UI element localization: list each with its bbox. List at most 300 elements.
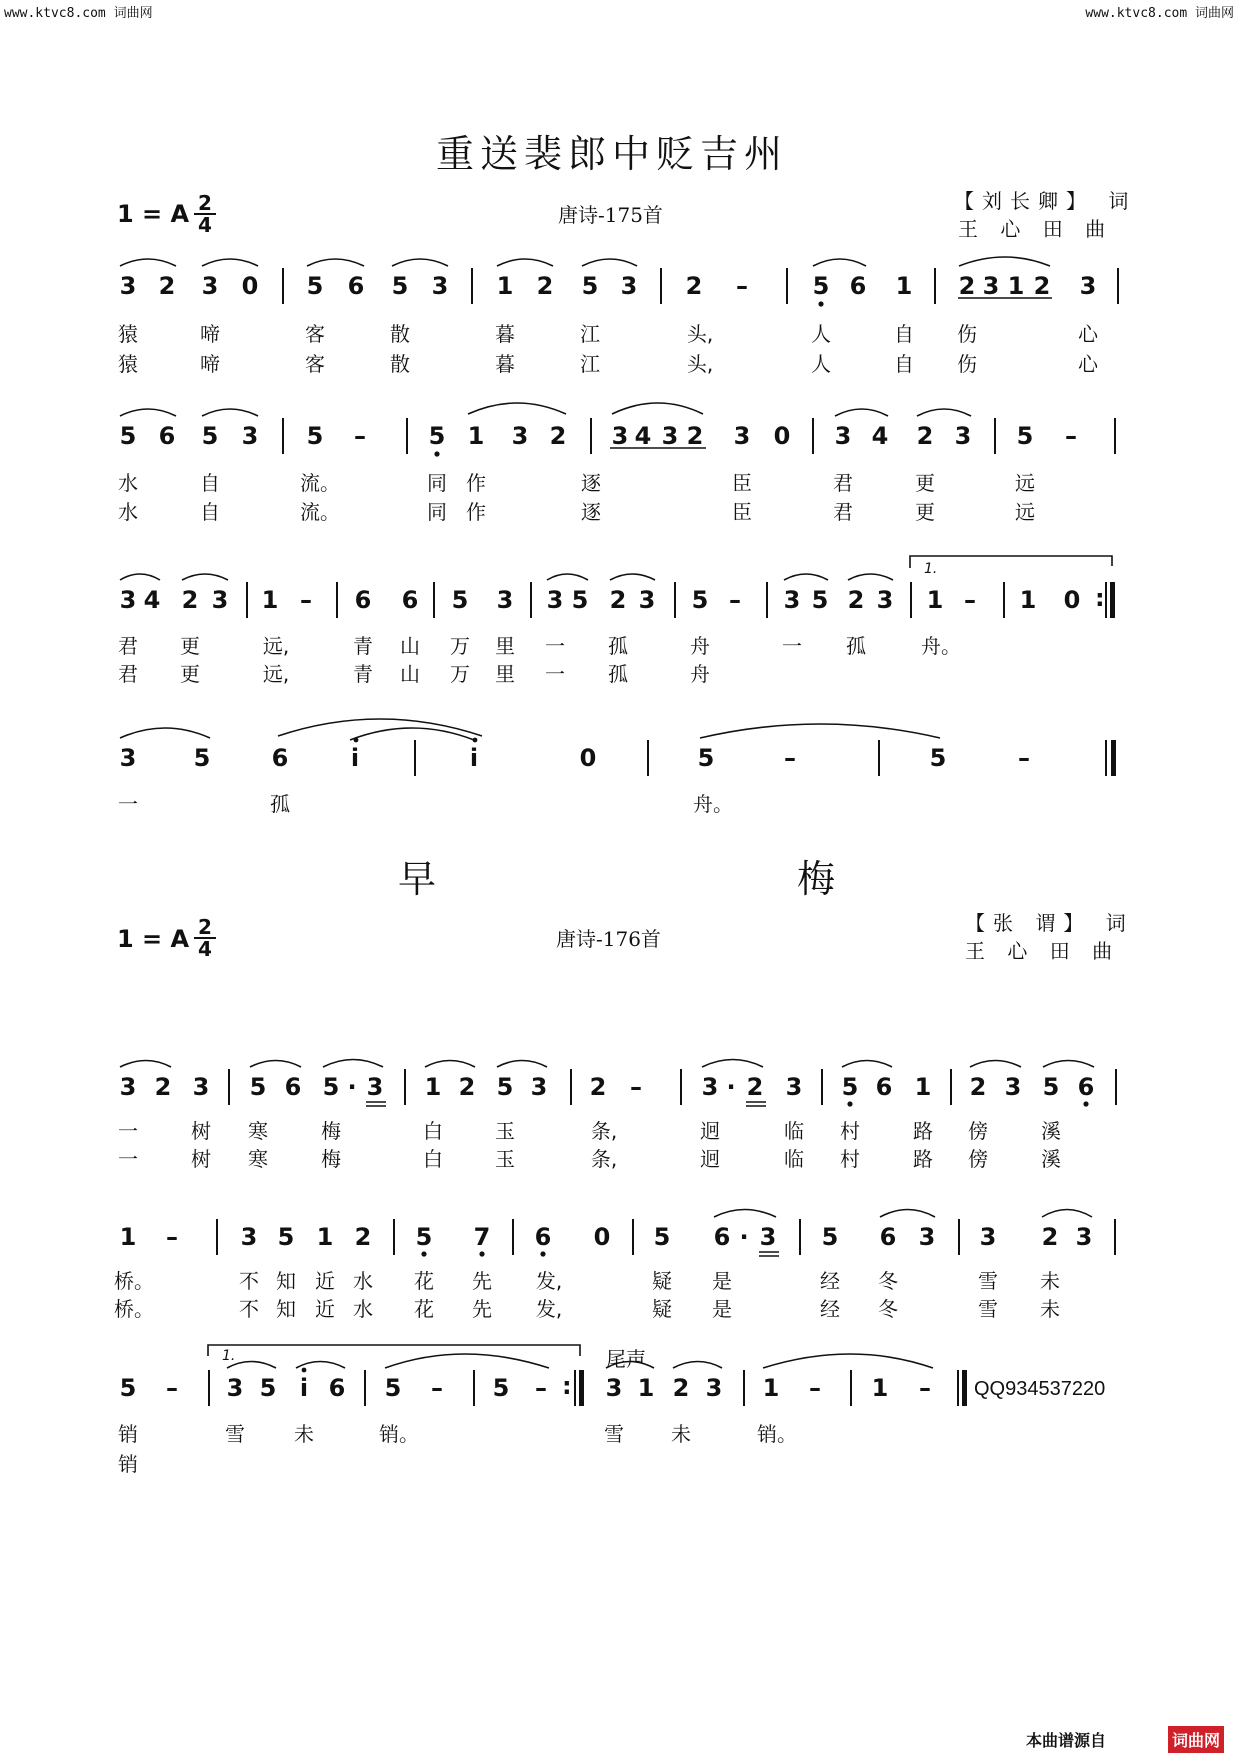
high-dot xyxy=(473,738,478,743)
slur-mark xyxy=(182,574,228,580)
note: 3 xyxy=(918,1223,936,1251)
slur-mark xyxy=(323,1060,383,1068)
lyric: 路 xyxy=(913,1147,933,1171)
note: 2 xyxy=(685,272,703,300)
lyric: 作 xyxy=(466,500,486,524)
lyric: 临 xyxy=(784,1119,804,1143)
lyric: 舟。 xyxy=(693,792,733,816)
slur-mark xyxy=(120,259,176,266)
volta-label: 1. xyxy=(222,1348,236,1364)
lyric: 发, xyxy=(535,1297,563,1321)
note: 3 xyxy=(705,1374,723,1402)
lyric: 溪 xyxy=(1041,1147,1061,1171)
barline xyxy=(282,268,284,304)
song1-time-bottom: 4 xyxy=(198,213,212,237)
note: 6 xyxy=(284,1073,302,1101)
note: 5 xyxy=(841,1073,859,1101)
note: 3 xyxy=(620,272,638,300)
volta-bracket xyxy=(910,556,1112,568)
note: 3 xyxy=(733,422,751,450)
lyric: 近 xyxy=(315,1297,335,1321)
note: 3 xyxy=(834,422,852,450)
lyric: 一 xyxy=(545,662,565,686)
lyric: 玉 xyxy=(495,1147,515,1171)
lyric: 近 xyxy=(315,1269,335,1293)
note: 5 xyxy=(428,422,446,450)
lyric: 作 xyxy=(466,471,486,495)
slur-mark xyxy=(425,1061,475,1068)
slur-mark xyxy=(296,1362,345,1369)
note: 5 xyxy=(249,1073,267,1101)
lyric: 水 xyxy=(118,500,138,524)
lyric: 更 xyxy=(915,500,935,524)
barline xyxy=(910,582,912,618)
note: – xyxy=(964,586,976,614)
note: 2 xyxy=(916,422,934,450)
note: 7 xyxy=(473,1223,491,1251)
lyric: 树 xyxy=(191,1119,211,1143)
site-header-left[interactable]: www.ktvc8.com 词曲网 xyxy=(4,6,153,21)
slur-mark xyxy=(702,1060,763,1068)
song2-lyricist: 【张 谓】 词 xyxy=(965,911,1134,935)
lyric: 自 xyxy=(200,471,220,495)
note: 3 xyxy=(785,1073,803,1101)
barline xyxy=(471,268,473,304)
note: 3 xyxy=(638,586,656,614)
note: 5 xyxy=(571,586,589,614)
final-barline xyxy=(579,1370,584,1406)
note: 5 xyxy=(119,422,137,450)
lyric: 桥。 xyxy=(114,1297,154,1321)
song2-title-left: 早 xyxy=(398,857,443,901)
note: 5 xyxy=(306,272,324,300)
lyric: 心 xyxy=(1078,322,1098,346)
note: 1 xyxy=(871,1374,889,1402)
slur-mark xyxy=(497,259,553,266)
note: 2 xyxy=(969,1073,987,1101)
slur-mark xyxy=(582,259,637,266)
note: 6 xyxy=(354,586,372,614)
repeat-dots: : xyxy=(1095,584,1105,612)
note: 2 xyxy=(181,586,199,614)
note: 5 xyxy=(697,744,715,772)
note: 5 xyxy=(929,744,947,772)
lyric: 村 xyxy=(840,1119,860,1143)
note: 6 xyxy=(1077,1073,1095,1101)
note: 6 xyxy=(713,1223,731,1251)
lyric: 村 xyxy=(840,1147,860,1171)
note: 3 xyxy=(605,1374,623,1402)
note: 5 xyxy=(384,1374,402,1402)
final-barline xyxy=(962,1370,967,1406)
note: 4 xyxy=(871,422,889,450)
lyric: 里 xyxy=(495,634,515,658)
lyric: 迥 xyxy=(700,1119,720,1143)
lyric: 自 xyxy=(200,500,220,524)
lyric: 水 xyxy=(353,1297,373,1321)
note: 5 xyxy=(812,272,830,300)
barline xyxy=(799,1219,801,1255)
site-header-right[interactable]: www.ktvc8.com 词曲网 xyxy=(1085,6,1234,21)
note: 6 xyxy=(158,422,176,450)
note: 5 xyxy=(811,586,829,614)
barline xyxy=(1105,740,1107,776)
lyric: 寒 xyxy=(248,1119,268,1143)
lyric: 心 xyxy=(1078,352,1098,376)
slur-mark xyxy=(842,1061,892,1068)
note: – xyxy=(431,1374,443,1402)
barline xyxy=(1105,582,1107,618)
lyric: 君 xyxy=(118,662,138,686)
lyric: 发, xyxy=(535,1269,563,1293)
slur-mark xyxy=(120,728,210,738)
note: 5 xyxy=(691,586,709,614)
octave-dot xyxy=(818,301,823,306)
note: – xyxy=(1065,422,1077,450)
note: 2 xyxy=(154,1073,172,1101)
lyric: 寒 xyxy=(248,1147,268,1171)
slur-mark xyxy=(612,403,703,414)
lyric: 更 xyxy=(915,471,935,495)
barline xyxy=(216,1219,218,1255)
note: 6 xyxy=(271,744,289,772)
slur-mark xyxy=(202,259,258,266)
song1-composer: 王 心 田 曲 xyxy=(958,217,1114,241)
slur-mark xyxy=(813,259,866,266)
barline xyxy=(1003,582,1005,618)
lyric: 江 xyxy=(580,322,600,346)
lyric: 傍 xyxy=(968,1119,988,1143)
note: – xyxy=(736,272,748,300)
note: 5 xyxy=(1042,1073,1060,1101)
note: 2 xyxy=(1041,1223,1059,1251)
lyric: 疑 xyxy=(652,1269,672,1293)
barline xyxy=(766,582,768,618)
lyric: 舟 xyxy=(690,662,710,686)
lyric: 先 xyxy=(472,1269,492,1293)
high-dot xyxy=(354,738,359,743)
barline xyxy=(570,1069,572,1105)
lyric: 孤 xyxy=(270,792,290,816)
barline xyxy=(660,268,662,304)
note: 3 xyxy=(979,1223,997,1251)
barline xyxy=(850,1370,852,1406)
note: 2 xyxy=(746,1073,764,1101)
song1-time-top: 2 xyxy=(198,191,212,215)
octave-dot xyxy=(1083,1101,1088,1106)
lyric: 雪 xyxy=(978,1269,998,1293)
barline xyxy=(574,1370,576,1406)
barline xyxy=(512,1219,514,1255)
slur-mark xyxy=(763,1354,933,1368)
note: 3 xyxy=(119,586,137,614)
lyric: 暮 xyxy=(495,352,515,376)
song2-time-top: 2 xyxy=(198,915,212,939)
lyric: 冬 xyxy=(878,1297,898,1321)
lyric: 经 xyxy=(820,1269,840,1293)
lyric: 未 xyxy=(1040,1297,1060,1321)
lyric: 猿 xyxy=(118,322,138,346)
song1-time-signature xyxy=(194,191,216,237)
barline xyxy=(743,1370,745,1406)
note: 5 xyxy=(306,422,324,450)
note: – xyxy=(535,1374,547,1402)
barline xyxy=(404,1069,406,1105)
lyric: 经 xyxy=(820,1297,840,1321)
lyric: 臣 xyxy=(732,500,752,524)
note: 3 xyxy=(211,586,229,614)
note: i xyxy=(299,1374,309,1402)
lyric: 一 xyxy=(545,634,565,658)
slur-mark xyxy=(880,1210,935,1218)
lyric: 暮 xyxy=(495,322,515,346)
lyric: 头, xyxy=(686,352,714,376)
lyric: 万 xyxy=(450,634,470,658)
slur-mark xyxy=(120,574,160,580)
note: – xyxy=(784,744,796,772)
lyric: 是 xyxy=(712,1297,732,1321)
note: 5 xyxy=(492,1374,510,1402)
lyric: 疑 xyxy=(652,1297,672,1321)
barline xyxy=(1114,418,1116,454)
note: 3 xyxy=(241,422,259,450)
note: 1 xyxy=(424,1073,442,1101)
note: 3 xyxy=(366,1073,384,1101)
barline xyxy=(406,418,408,454)
lyric: 客 xyxy=(305,352,325,376)
note: 1 xyxy=(1007,272,1025,300)
lyric: 知 xyxy=(276,1297,296,1321)
lyric: 更 xyxy=(180,662,200,686)
lyric: 头, xyxy=(686,322,714,346)
lyric: 散 xyxy=(390,322,410,346)
lyric: 梅 xyxy=(321,1147,341,1171)
lyric: 桥。 xyxy=(114,1269,154,1293)
barline xyxy=(957,1370,959,1406)
slur-mark xyxy=(673,1362,722,1369)
lyric: 迥 xyxy=(700,1147,720,1171)
note: 1 xyxy=(637,1374,655,1402)
note: – xyxy=(630,1073,642,1101)
lyric: 未 xyxy=(1040,1269,1060,1293)
note: 0 xyxy=(1063,586,1081,614)
slur-mark xyxy=(250,1061,301,1068)
slur-mark xyxy=(784,574,828,580)
lyric: 臣 xyxy=(732,471,752,495)
note: 1 xyxy=(496,272,514,300)
note: 3 xyxy=(119,1073,137,1101)
barline xyxy=(812,418,814,454)
lyric: 自 xyxy=(894,352,914,376)
barline xyxy=(674,582,676,618)
lyric: 逐 xyxy=(581,471,601,495)
note: 5 xyxy=(821,1223,839,1251)
slur-mark xyxy=(385,1354,549,1368)
footer-logo[interactable]: 词曲网 xyxy=(1168,1726,1224,1753)
note: 2 xyxy=(672,1374,690,1402)
lyric: 条, xyxy=(590,1119,618,1143)
octave-dot xyxy=(434,451,439,456)
barline xyxy=(1114,1219,1116,1255)
footer-source: 本曲谱源自 xyxy=(1026,1731,1107,1750)
barline xyxy=(994,418,996,454)
lyric: 白 xyxy=(423,1119,443,1143)
note: i xyxy=(469,744,479,772)
note: 3 xyxy=(1004,1073,1022,1101)
note: 1 xyxy=(895,272,913,300)
note: 6 xyxy=(875,1073,893,1101)
note: 5 xyxy=(451,586,469,614)
octave-dot xyxy=(479,1251,484,1256)
note: 2 xyxy=(158,272,176,300)
note: 1 xyxy=(261,586,279,614)
lyric: 伤 xyxy=(957,352,977,376)
note: 2 xyxy=(536,272,554,300)
note: – xyxy=(809,1374,821,1402)
slur-mark xyxy=(610,574,655,580)
lyric: 舟。 xyxy=(921,634,961,658)
note: 3 xyxy=(119,272,137,300)
slur-mark xyxy=(848,574,893,580)
barline xyxy=(433,582,435,618)
lyric: 孤 xyxy=(608,634,628,658)
barline xyxy=(473,1370,475,1406)
lyric: 花 xyxy=(414,1297,434,1321)
song2-key: 1 = A xyxy=(117,925,190,953)
lyric: 啼 xyxy=(200,322,220,346)
note: 3 xyxy=(1075,1223,1093,1251)
note: 1 xyxy=(762,1374,780,1402)
lyric: 山 xyxy=(400,634,420,658)
lyric: 青 xyxy=(353,662,373,686)
note: 0 xyxy=(593,1223,611,1251)
note: 6 xyxy=(534,1223,552,1251)
note: 3 xyxy=(954,422,972,450)
lyric: 梅 xyxy=(321,1119,341,1143)
note: 3 xyxy=(530,1073,548,1101)
note: 1 xyxy=(467,422,485,450)
lyric: 条, xyxy=(590,1147,618,1171)
slur-mark xyxy=(392,259,448,266)
song1-subtitle: 唐诗-175首 xyxy=(558,203,663,227)
note: 6 xyxy=(849,272,867,300)
lyric: 溪 xyxy=(1041,1119,1061,1143)
barline xyxy=(950,1069,952,1105)
note: 5 xyxy=(496,1073,514,1101)
note: 3 xyxy=(431,272,449,300)
slur-mark xyxy=(970,1061,1021,1068)
note: 3 xyxy=(192,1073,210,1101)
lyric: 自 xyxy=(894,322,914,346)
note: 6 xyxy=(401,586,419,614)
lyric: 冬 xyxy=(878,1269,898,1293)
barline xyxy=(228,1069,230,1105)
note: 1 xyxy=(119,1223,137,1251)
lyric: 散 xyxy=(390,352,410,376)
lyric: 水 xyxy=(118,471,138,495)
lyric: 销。 xyxy=(757,1422,797,1446)
lyric: 人 xyxy=(811,322,831,346)
note: 5 xyxy=(1016,422,1034,450)
note: – xyxy=(166,1223,178,1251)
slur-mark xyxy=(202,409,258,416)
slur-mark xyxy=(700,724,940,738)
lyric: 未 xyxy=(671,1422,691,1446)
barline xyxy=(1115,1069,1117,1105)
barline xyxy=(393,1219,395,1255)
note: 5 xyxy=(201,422,219,450)
note: i xyxy=(350,744,360,772)
slur-mark xyxy=(959,257,1050,266)
note: 1 xyxy=(316,1223,334,1251)
song2-composer: 王 心 田 曲 xyxy=(965,939,1121,963)
lyric: 先 xyxy=(472,1297,492,1321)
lyric: 同 xyxy=(427,500,447,524)
lyric: 雪 xyxy=(604,1422,624,1446)
barline xyxy=(680,1069,682,1105)
final-barline xyxy=(1111,740,1116,776)
note: 5 xyxy=(653,1223,671,1251)
lyric: 路 xyxy=(913,1119,933,1143)
barline xyxy=(632,1219,634,1255)
lyric: 雪 xyxy=(978,1297,998,1321)
final-barline xyxy=(1110,582,1115,618)
lyric: 里 xyxy=(495,662,515,686)
note: – xyxy=(354,422,366,450)
lyric: 不 xyxy=(239,1269,259,1293)
lyric: 一 xyxy=(118,792,138,816)
coda-label: 尾声 xyxy=(606,1347,646,1371)
barline xyxy=(786,268,788,304)
note: · xyxy=(726,1073,736,1101)
lyric: 伤 xyxy=(957,322,977,346)
note: 3 xyxy=(496,586,514,614)
note: 2 xyxy=(354,1223,372,1251)
lyric: 一 xyxy=(782,634,802,658)
lyric: 白 xyxy=(423,1147,443,1171)
note: 2 xyxy=(609,586,627,614)
note: 2 xyxy=(686,422,704,450)
barline xyxy=(208,1370,210,1406)
lyric: 傍 xyxy=(968,1147,988,1171)
high-dot xyxy=(302,1368,307,1373)
lyric: 远, xyxy=(262,634,290,658)
slur-mark xyxy=(714,1210,776,1218)
barline xyxy=(934,268,936,304)
lyric: 江 xyxy=(580,352,600,376)
lyric: 啼 xyxy=(200,352,220,376)
qq-contact: QQ934537220 xyxy=(974,1378,1106,1400)
slur-mark xyxy=(307,259,364,266)
barline xyxy=(958,1219,960,1255)
barline xyxy=(647,740,649,776)
barline xyxy=(821,1069,823,1105)
lyric: 树 xyxy=(191,1147,211,1171)
song1-title: 重送裴郎中贬吉州 xyxy=(436,132,789,176)
slur-mark xyxy=(917,409,971,416)
slur-mark xyxy=(120,1061,171,1068)
song2-time-bottom: 4 xyxy=(198,937,212,961)
note: 6 xyxy=(879,1223,897,1251)
lyric: 不 xyxy=(239,1297,259,1321)
lyric: 未 xyxy=(294,1422,314,1446)
note: 3 xyxy=(876,586,894,614)
lyric: 孤 xyxy=(608,662,628,686)
note: 1 xyxy=(926,586,944,614)
lyric: 销。 xyxy=(379,1422,419,1446)
slur-mark xyxy=(1042,1210,1092,1218)
note: 5 xyxy=(193,744,211,772)
